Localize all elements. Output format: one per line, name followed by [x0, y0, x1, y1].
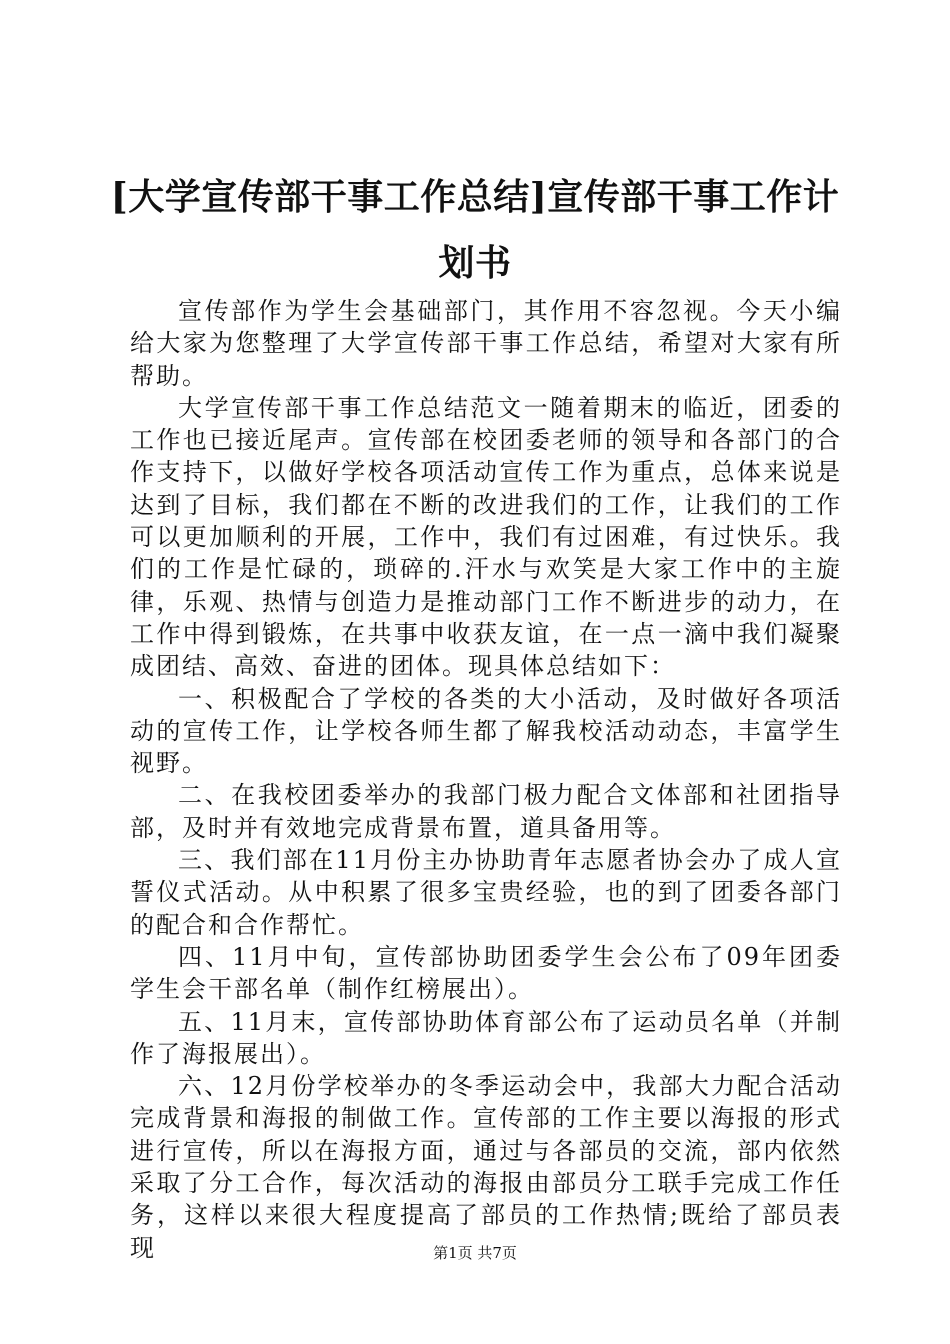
paragraph-item-4: 四、11月中旬，宣传部协助团委学生会公布了09年团委学生会干部名单（制作红榜展出）。 — [130, 942, 842, 1004]
document-title: [大学宣传部干事工作总结]宣传部干事工作计划书 — [110, 176, 840, 284]
paragraph-intro: 宣传部作为学生会基础部门，其作用不容忽视。今天小编给大家为您整理了大学宣传部干事工作总结，希望对大家有所帮助。 — [130, 297, 842, 390]
paragraph-item-1: 一、积极配合了学校的各类的大小活动，及时做好各项活动的宣传工作，让学校各师生都了解我校活动动态，丰富学生视野。 — [130, 684, 842, 778]
document-body — [130, 295, 842, 1264]
page-footer: 第1页 共7页 — [433, 1244, 517, 1262]
paragraph-item-6: 六、12月份学校举办的冬季运动会中，我部大力配合活动完成背景和海报的制做工作。宣传部的工作主要以海报的形式进行宣传，所以在海报方面，通过与各部员的交流，部内依然采取了分工合作，每次活动的海报由部员分工联手完成工作任务，这样以来很大程度提高了部员的工作热情;既给了部员表现 — [130, 1072, 842, 1262]
paragraph-item-5: 五、11月末，宣传部协助体育部公布了运动员名单（并制作了海报展出）。 — [130, 1007, 842, 1068]
paragraph-item-2: 二、在我校团委举办的我部门极力配合文体部和社团指导部，及时并有效地完成背景布置，道具备用等。 — [130, 781, 842, 842]
paragraph-summary: 大学宣传部干事工作总结范文一随着期末的临近，团委的工作也已接近尾声。宣传部在校团委老师的领导和各部门的合作支持下，以做好学校各项活动宣传工作为重点，总体来说是达到了目标，我们都在不断的改进我们的工作，让我们的工作可以更加顺利的开展，工作中，我们有过困难，有过快乐。我们的工作是忙碌的，琐碎的.汗水与欢笑是大家工作中的主旋律，乐观、热情与创造力是推动部门工作不断进步的动力，在工作中得到锻炼，在共事中收获友谊，在一点一滴中我们凝聚成团结、高效、奋进的团体。现具体总结如下： — [130, 393, 842, 681]
paragraph-item-3: 三、我们部在11月份主办协助青年志愿者协会办了成人宣誓仪式活动。从中积累了很多宝贵经验，也的到了团委各部门的配合和合作帮忙。 — [130, 846, 842, 939]
